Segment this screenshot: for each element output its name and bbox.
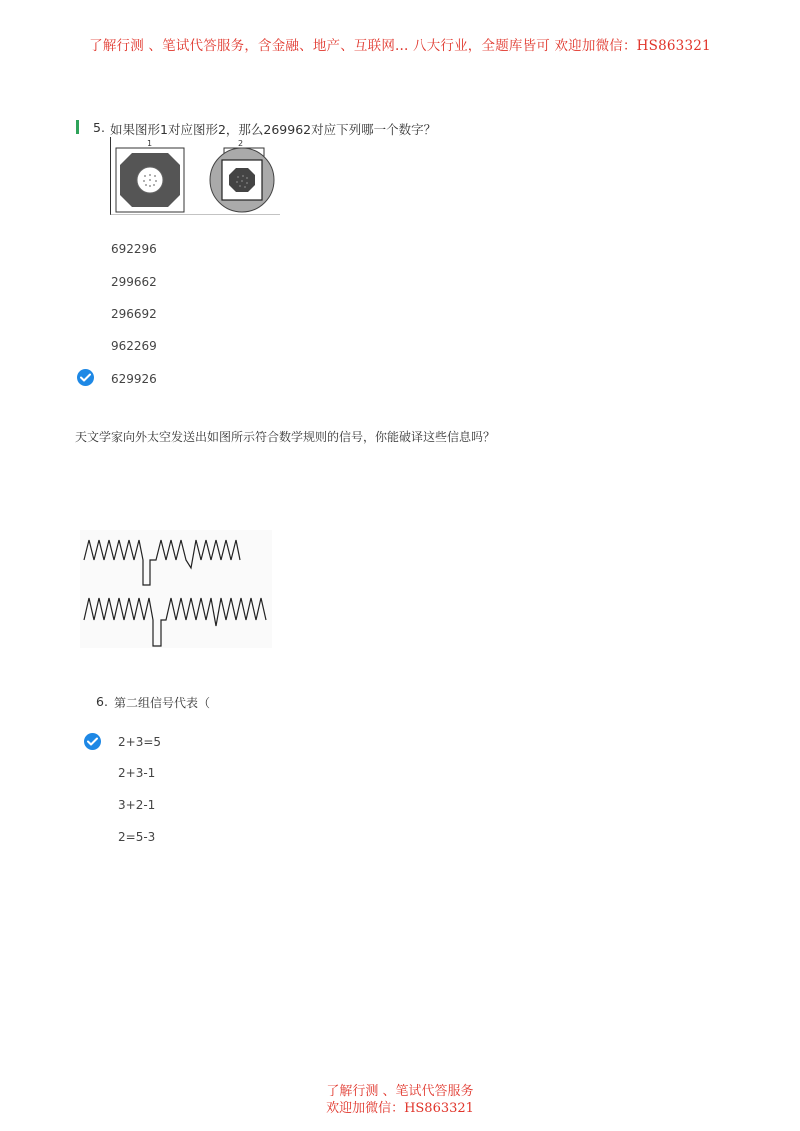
q6-option-d[interactable]: 2=5-3 bbox=[118, 830, 156, 844]
signal-waveform-image bbox=[80, 530, 272, 648]
watermark-bottom bbox=[0, 1083, 800, 1117]
q5-option-e[interactable]: 629926 bbox=[111, 372, 157, 386]
watermark-bottom-line-1: 了解行测 、笔试代答服务 bbox=[326, 1084, 474, 1099]
q6-option-c[interactable]: 3+2-1 bbox=[118, 798, 156, 812]
q5-option-b[interactable]: 299662 bbox=[111, 275, 157, 289]
fig-label-1: 1 bbox=[147, 139, 153, 148]
shape-comparison-figure bbox=[110, 137, 280, 217]
q6-option-a[interactable]: 2+3=5 bbox=[118, 735, 162, 749]
question-5-number: 5. bbox=[93, 120, 105, 135]
question-marker bbox=[76, 120, 79, 134]
check-circle-icon bbox=[77, 369, 94, 386]
signal-figure bbox=[80, 530, 272, 652]
q5-option-d[interactable]: 962269 bbox=[111, 339, 157, 353]
watermark-top: 了解行测 、笔试代答服务，含金融、地产、互联网... 八大行业，全题库皆可 欢迎加微信：HS863321 bbox=[89, 38, 711, 54]
q5-option-c[interactable]: 296692 bbox=[111, 307, 157, 321]
q5-option-a[interactable]: 692296 bbox=[111, 242, 157, 256]
watermark-bottom-line-2: 欢迎加微信：HS863321 bbox=[326, 1101, 474, 1116]
question-5-figure bbox=[110, 137, 280, 221]
fig-label-2: 2 bbox=[238, 139, 244, 148]
question-6-number: 6. bbox=[96, 694, 108, 709]
check-circle-icon bbox=[84, 733, 101, 750]
signal-intro-text: 天文学家向外太空发送出如图所示符合数学规则的信号，你能破译这些信息吗？ bbox=[75, 430, 496, 444]
question-5-title: 如果图形1对应图形2，那么269962对应下列哪一个数字？ bbox=[110, 122, 437, 137]
q6-option-b[interactable]: 2+3-1 bbox=[118, 766, 156, 780]
question-6-title: 第二组信号代表（ bbox=[114, 696, 211, 710]
